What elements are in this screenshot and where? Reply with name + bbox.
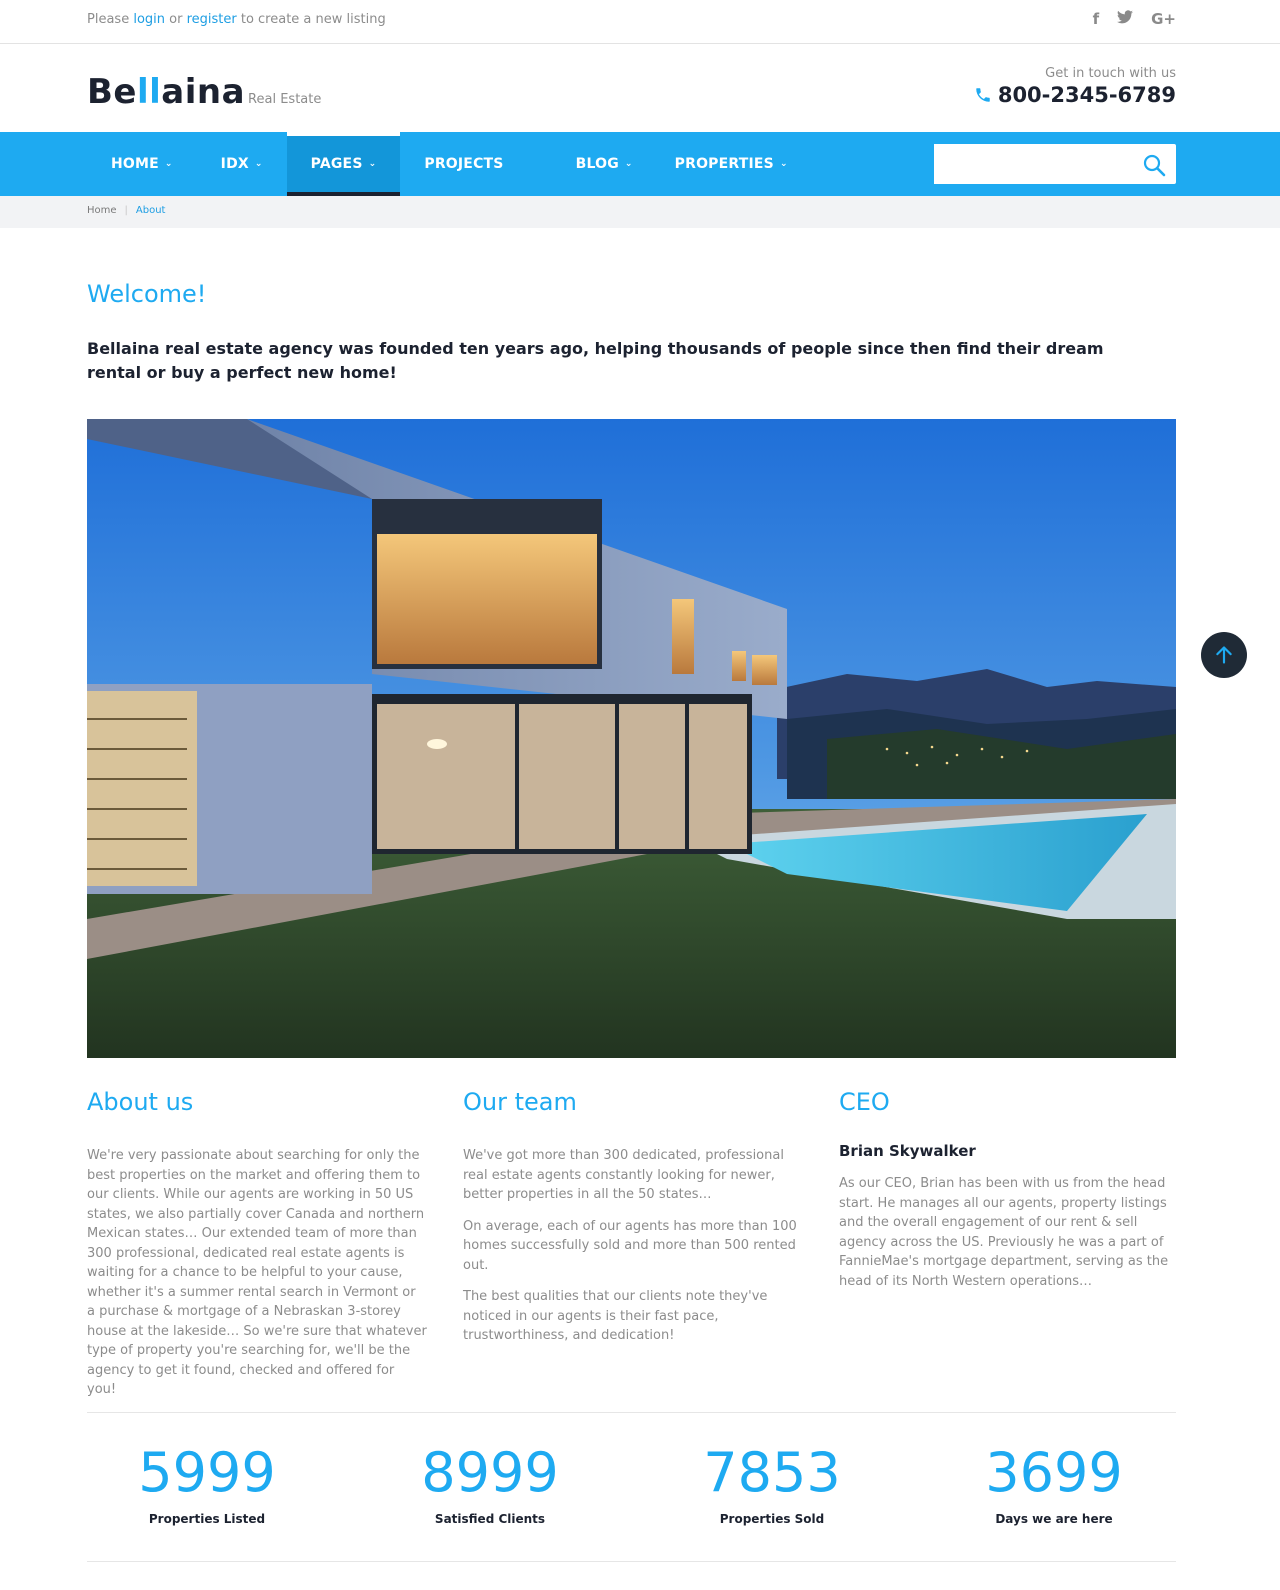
ceo-title: CEO (839, 1088, 890, 1116)
chevron-down-icon: ⌄ (779, 159, 788, 169)
stat-value: 7853 (703, 1441, 841, 1504)
brand-tagline: Real Estate (248, 92, 322, 107)
search-box (934, 144, 1176, 184)
stat-value: 3699 (985, 1441, 1123, 1504)
nav-item-label: BLOG (575, 156, 619, 172)
arrow-up-icon (1214, 645, 1234, 665)
nav-menu (87, 132, 812, 196)
login-prompt-suffix: to create a new listing (236, 12, 386, 27)
nav-item-label: PROJECTS (424, 156, 504, 172)
intro-text: Bellaina real estate agency was founded ten years ago, helping thousands of people since then find their dream rental or buy a perfect new home! (87, 339, 1104, 382)
brand-name (87, 72, 245, 112)
breadcrumb-current: About (135, 205, 166, 216)
site-header (0, 44, 1280, 132)
ceo-name: Brian Skywalker (839, 1142, 976, 1160)
divider (87, 1412, 1176, 1413)
facebook-icon[interactable]: f (1092, 10, 1100, 28)
stat-value: 8999 (421, 1441, 559, 1504)
team-paragraph: The best qualities that our clients note they've noticed in our agents is their fast pace, trustworthiness, and dedication! (463, 1289, 768, 1343)
stat-properties-sold (652, 1440, 892, 1526)
phone-number[interactable] (974, 83, 1176, 107)
nav-item-blog[interactable] (552, 132, 651, 196)
social-links (1093, 10, 1176, 28)
nav-item-label: IDX (220, 156, 249, 172)
about-text: We're very passionate about searching for only the best properties on the market and offering them to our clients. While our agents are working in 50 US states, we also partially cover Canada and northern Mexican states… Our extended team of more than 300 professional, dedicated real estate agents is waiting for a chance to be helpful to your cause, whether it's a summer rental search in Vermont or a purchase & mortgage of a Nebraskan 3-storey house at the lakeside… So we're sure that whatever type of property you're searching for, we'll be the agency to get it found, checked and offered for you! (87, 1148, 427, 1397)
hero-image (87, 419, 1176, 1058)
team-section (463, 1088, 803, 1358)
login-prompt-middle: or (165, 12, 187, 27)
brand-name-part1: Be (87, 72, 137, 112)
main-nav (0, 132, 1280, 196)
chevron-down-icon: ⌄ (368, 159, 377, 169)
register-link[interactable]: register (186, 12, 237, 27)
search-input[interactable] (934, 144, 1134, 184)
nav-item-label: HOME (111, 156, 159, 172)
stat-label: Properties Sold (719, 1512, 825, 1526)
page-title: Welcome! (87, 280, 207, 308)
login-link[interactable]: login (133, 12, 165, 27)
nav-item-pages[interactable] (287, 132, 401, 196)
brand-logo[interactable] (87, 72, 321, 112)
contact-label: Get in touch with us (1045, 66, 1176, 81)
stat-properties-listed (87, 1440, 327, 1526)
phone-icon (974, 86, 992, 104)
stat-label: Properties Listed (148, 1512, 266, 1526)
breadcrumb-home[interactable]: Home (87, 205, 117, 216)
team-paragraph: On average, each of our agents has more than 100 homes successfully sold and more than 500 rented out. (463, 1218, 797, 1273)
stat-label: Days we are here (995, 1512, 1113, 1526)
login-prompt-prefix: Please (87, 12, 134, 27)
about-title: About us (87, 1088, 194, 1116)
nav-item-label: PAGES (310, 156, 363, 172)
breadcrumb (0, 196, 1280, 228)
about-section (87, 1088, 427, 1412)
chevron-down-icon: ⌄ (624, 159, 633, 169)
brand-name-part2: aina (161, 72, 246, 112)
chevron-down-icon: ⌄ (164, 159, 173, 169)
ceo-text: As our CEO, Brian has been with us from the head start. He manages all our agents, property listings and the overall engagement of our rent & sell agency across the US. Previously he was a part of FannieMae's mortgage department, serving as the head of its North Western operations… (839, 1176, 1169, 1289)
scroll-to-top-button[interactable] (1201, 632, 1247, 678)
nav-item-home[interactable] (87, 132, 197, 196)
ceo-section (839, 1088, 1169, 1303)
stat-value: 5999 (138, 1441, 276, 1504)
team-paragraph: We've got more than 300 dedicated, professional real estate agents constantly looking for newer, better properties in all the 50 states… (463, 1148, 784, 1202)
phone-number-text: 800-2345-6789 (997, 83, 1176, 107)
stat-label: Satisfied Clients (434, 1512, 546, 1526)
nav-item-label: PROPERTIES (674, 156, 774, 172)
google-plus-icon[interactable]: G+ (1151, 10, 1176, 28)
stat-days-here (934, 1440, 1174, 1526)
stat-satisfied-clients (370, 1440, 610, 1526)
top-bar (0, 0, 1280, 44)
nav-item-projects[interactable] (400, 132, 551, 196)
contact-block (974, 66, 1176, 107)
divider (87, 1561, 1176, 1562)
nav-item-idx[interactable] (197, 132, 287, 196)
brand-name-highlight: ll (136, 72, 162, 112)
team-title: Our team (463, 1088, 577, 1116)
search-icon[interactable] (1142, 153, 1166, 181)
twitter-icon[interactable] (1117, 10, 1133, 28)
chevron-down-icon: ⌄ (254, 159, 263, 169)
breadcrumb-separator: | (124, 205, 128, 216)
nav-item-properties[interactable] (651, 132, 812, 196)
login-prompt (87, 12, 386, 27)
